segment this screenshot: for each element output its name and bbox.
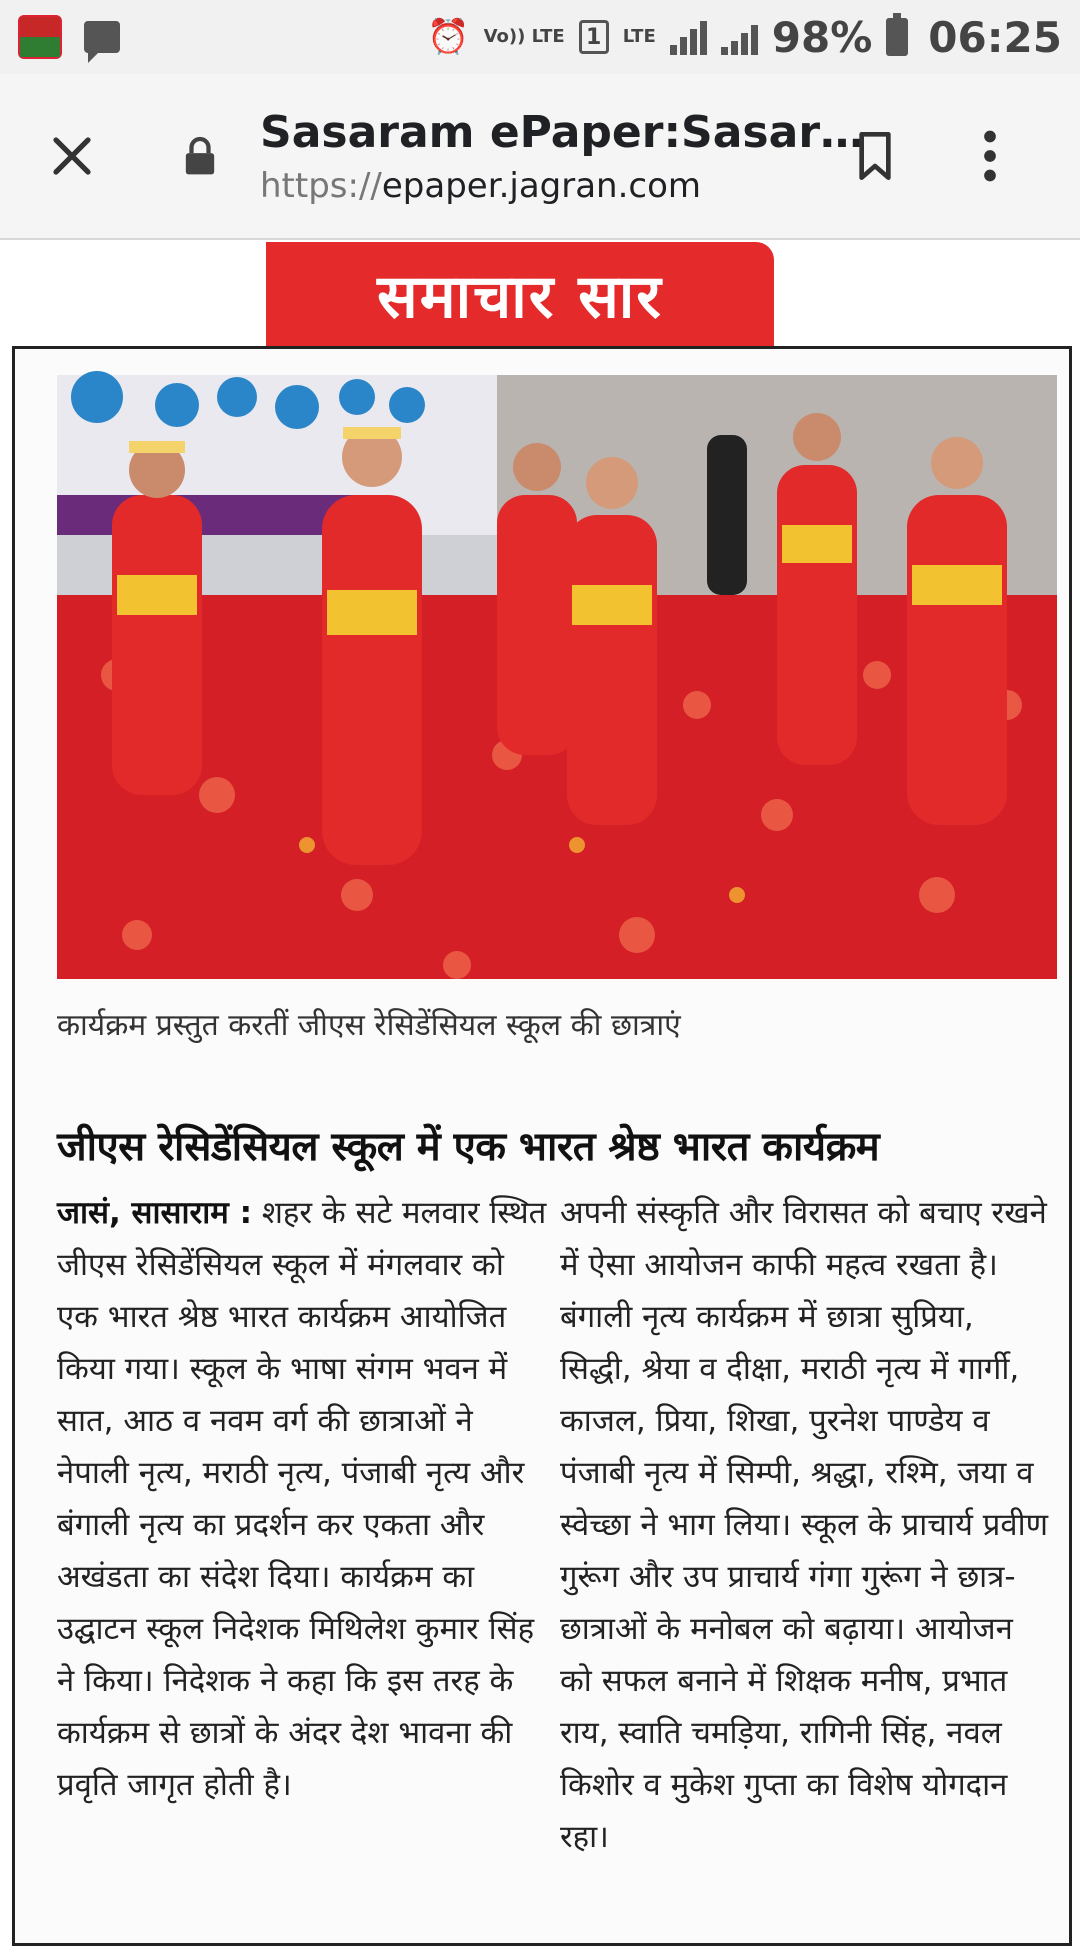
volte-indicator: Vo)) LTE — [483, 26, 565, 47]
battery-icon — [886, 18, 908, 56]
more-vert-icon — [983, 130, 997, 182]
article-clipping[interactable] — [12, 346, 1072, 1946]
page-info[interactable] — [260, 106, 865, 206]
close-icon — [48, 132, 96, 180]
photo-caption: कार्यक्रम प्रस्तुत करतीं जीएस रेसिडेंसियल स्कूल की छात्राएं — [57, 1008, 681, 1043]
message-notification-icon — [84, 21, 120, 53]
app-notification-icon — [18, 15, 62, 59]
lock-icon[interactable] — [170, 116, 230, 196]
section-banner — [266, 242, 774, 346]
bookmark-icon — [855, 131, 895, 181]
article-body-left: शहर के सटे मलवार स्थित जीएस रेसिडेंसियल स्कूल में मंगलवार को एक भारत श्रेष्ठ भारत कार्यक्रम आयोजित किया गया। स्कूल के भाषा संगम भवन में सात, आठ व नवम वर्ग की छात्राओं ने नेपाली नृत्य, मराठी नृत्य, पंजाबी नृत्य और बंगाली नृत्य का प्रदर्शन कर एकता और अखंडता का संदेश दिया। कार्यक्रम का उद्घाटन स्कूल निदेशक मिथिलेश कुमार सिंह ने किया। निदेशक ने कहा कि इस तरह के कार्यक्रम से छात्रों के अंदर देश भावना की प्रवृति जागृत होती है। — [57, 1195, 547, 1803]
page-url — [260, 166, 780, 206]
dateline: जासं, सासाराम : — [57, 1195, 252, 1231]
browser-toolbar — [0, 74, 1080, 240]
status-bar — [0, 0, 1080, 74]
page-title: Sasaram ePaper:Sasar… — [260, 106, 865, 158]
close-button[interactable] — [12, 96, 132, 216]
epaper-content[interactable] — [0, 240, 1080, 1920]
data-indicator: LTE — [622, 26, 656, 47]
article-body-right: अपनी संस्कृति और विरासत को बचाए रखने में ऐसा आयोजन काफी महत्व रखता है। बंगाली नृत्य कार्यक्रम में छात्रा सुप्रिया, सिद्धी, श्रेया व दीक्षा, मराठी नृत्य में गार्गी, काजल, प्रिया, शिखा, पुरनेश पाण्डेय व पंजाबी नृत्य में सिम्पी, श्रद्धा, रश्मि, जया व स्वेच्छा ने भाग लिया। स्कूल के प्राचार्य प्रवीण गुरूंग और उप प्राचार्य गंगा गुरूंग ने छात्र- छात्राओं के मनोबल को बढ़ाया। आयोजन को सफल बनाने में शिक्षक मनीष, प्रभात राय, स्वाति चमड़िया, रागिनी सिंह, नवल किशोर व मुकेश गुप्ता का विशेष योगदान रहा। — [560, 1195, 1049, 1855]
section-banner-label: समाचार सार — [377, 262, 663, 332]
article-photo[interactable] — [57, 375, 1057, 979]
article-column-left — [57, 1187, 547, 1811]
url-host: epaper.jagran.com — [381, 165, 702, 206]
alarm-icon: ⏰ — [427, 17, 470, 57]
dancers-photo-illustration — [57, 375, 1057, 979]
signal-icon — [670, 19, 707, 55]
clock: 06:25 — [928, 12, 1062, 62]
article-headline: जीएस रेसिडेंसियल स्कूल में एक भारत श्रेष्ठ भारत कार्यक्रम — [57, 1124, 880, 1170]
more-menu-button[interactable] — [960, 116, 1020, 196]
bookmark-button[interactable] — [840, 116, 910, 196]
battery-level: 98% — [771, 12, 873, 62]
article-column-right — [560, 1187, 1050, 1863]
sim-indicator: 1 — [579, 20, 609, 54]
url-scheme: https:// — [260, 165, 382, 206]
signal-2-icon — [721, 19, 758, 55]
